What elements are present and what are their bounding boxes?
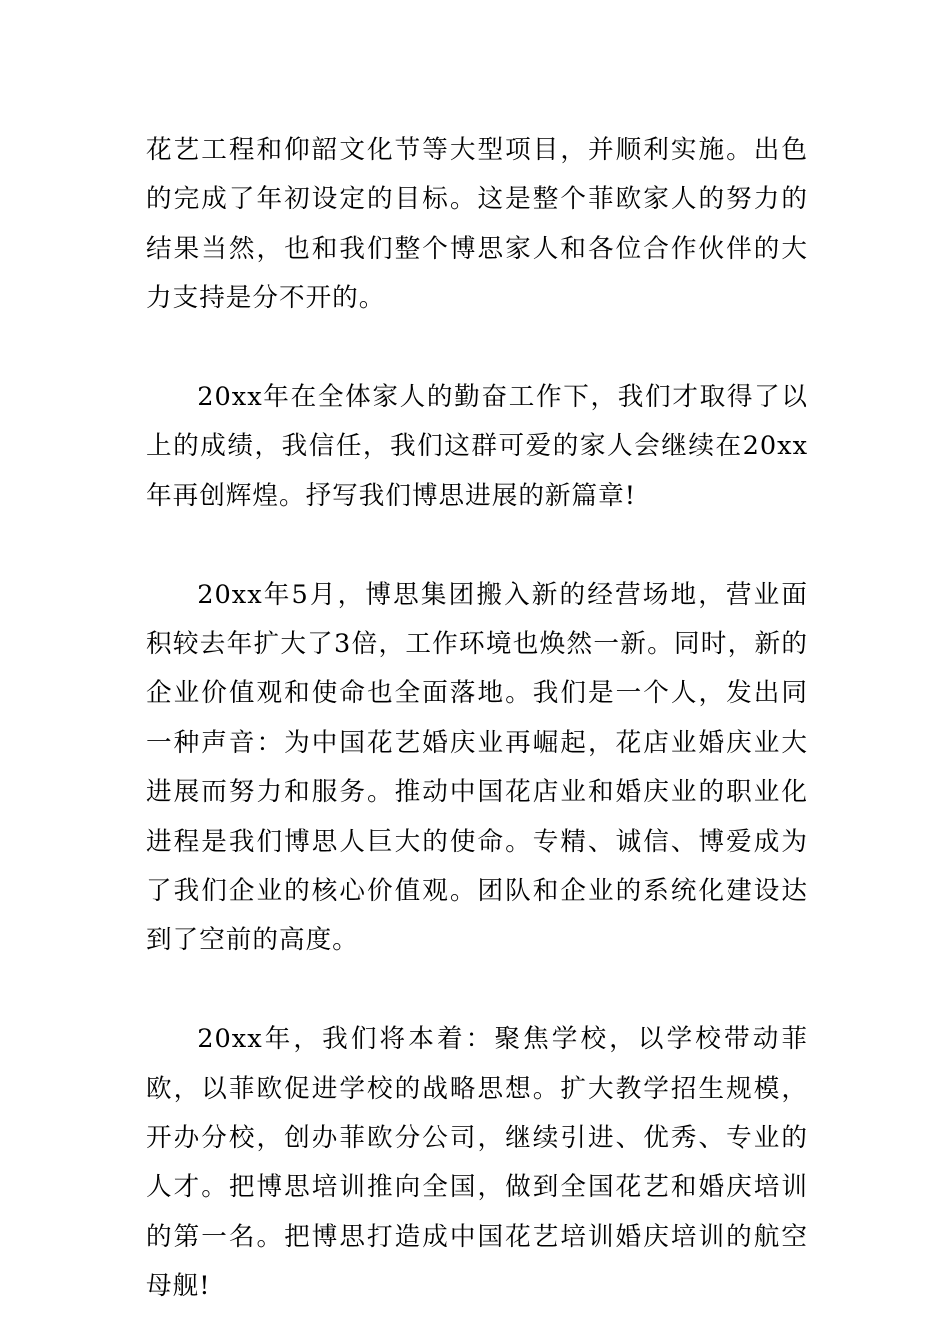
paragraph-continuation: 花艺工程和仰韶文化节等大型项目，并顺利实施。出色的完成了年初设定的目标。这是整个菲欧家人的努力的结果当然，也和我们整个博思家人和各位合作伙伴的大力支持是分不开的。 <box>146 135 808 314</box>
paragraph-spacer <box>146 521 808 570</box>
paragraph-achievements: 20xx年在全体家人的勤奋工作下，我们才取得了以上的成绩，我信任，我们这群可爱的家人会继续在20xx年再创辉煌。抒写我们博思进展的新篇章! <box>146 382 808 511</box>
paragraph-relocation: 20xx年5月，博思集团搬入新的经营场地，营业面积较去年扩大了3倍，工作环境也焕然一新。同时，新的企业价值观和使命也全面落地。我们是一个人，发出同一种声音：为中国花艺婚庆业再崛起，花店业婚庆业大进展而努力和服务。推动中国花店业和婚庆业的职业化进程是我们博思人巨大的使命。专精、诚信、博爱成为了我们企业的核心价值观。团队和企业的系统化建设达到了空前的高度。 <box>146 579 808 956</box>
paragraph-spacer <box>146 324 808 373</box>
document-body <box>146 126 808 1312</box>
paragraph-spacer <box>146 966 808 1015</box>
paragraph-strategy: 20xx年，我们将本着：聚焦学校，以学校带动菲欧，以菲欧促进学校的战略思想。扩大教学招生规模，开办分校，创办菲欧分公司，继续引进、优秀、专业的人才。把博思培训推向全国，做到全国花艺和婚庆培训的第一名。把博思打造成中国花艺培训婚庆培训的航空母舰! <box>146 1024 808 1302</box>
